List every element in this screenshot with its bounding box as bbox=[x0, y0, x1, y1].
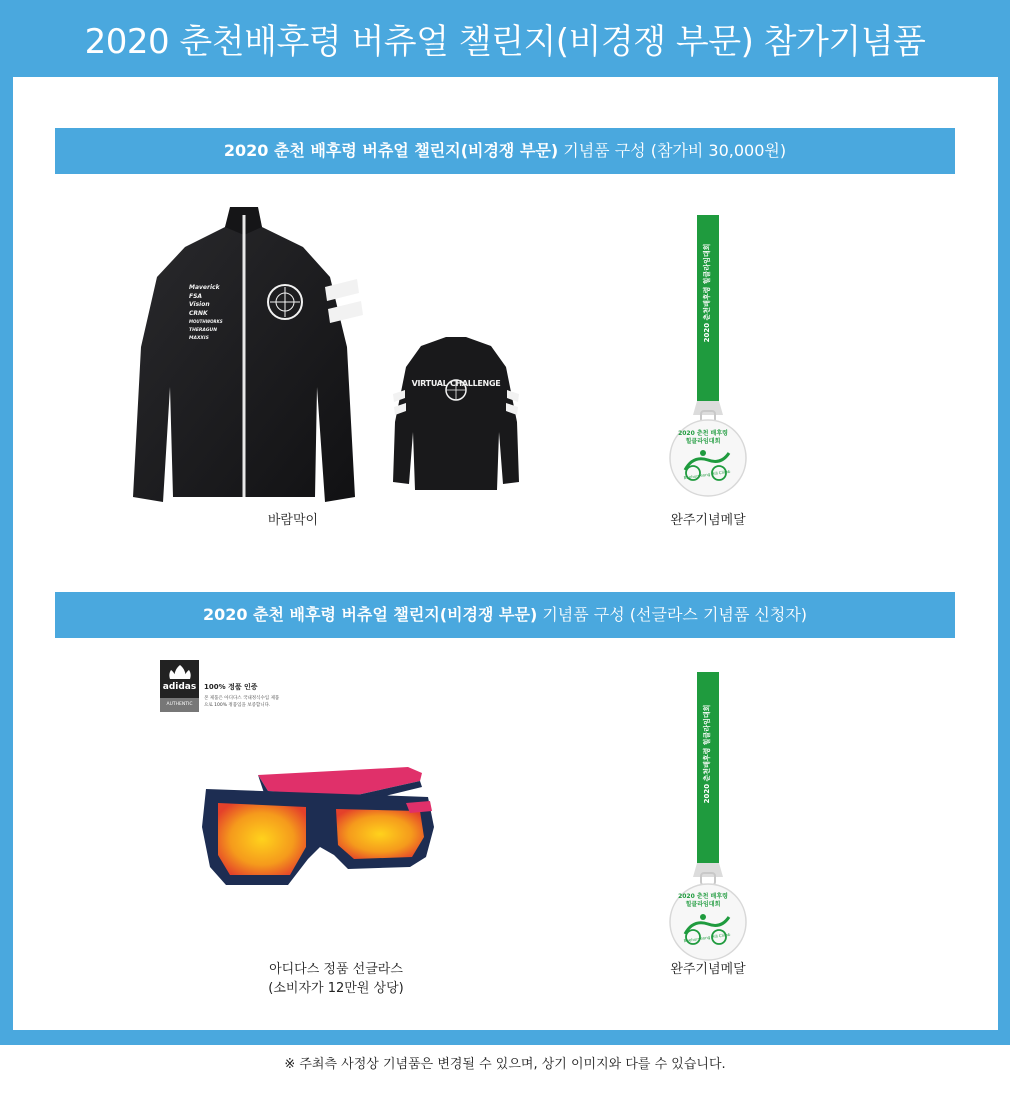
jacket-sponsor-list bbox=[189, 284, 239, 344]
section-2-header bbox=[55, 592, 955, 638]
medal-2-face-line2: 힐클라임대회 bbox=[685, 901, 721, 908]
badge-desc-2: 으로 100% 정품임을 보증합니다. bbox=[204, 703, 271, 708]
footer-note: ※ 주최측 사정상 기념품은 변경될 수 있으며, 상기 이미지와 다를 수 있습니다. bbox=[284, 1057, 726, 1072]
sunglasses-caption-line1: 아디다스 정품 선글라스 bbox=[269, 962, 403, 977]
sponsor-2: FSA bbox=[189, 292, 203, 300]
authenticity-badge bbox=[160, 660, 300, 715]
medal-1-ribbon-text: 2020 춘천배후령 힐클라임대회 bbox=[703, 243, 711, 343]
medal-1-face-line1: 2020 춘천 배후령 bbox=[678, 430, 728, 437]
sponsor-6: THERAGUN bbox=[189, 327, 217, 333]
medal-1-face-line2: 힐클라임대회 bbox=[685, 438, 721, 445]
sunglasses-caption-line2: (소비자가 12만원 상당) bbox=[268, 981, 404, 996]
adidas-wordmark: adidas bbox=[162, 682, 197, 692]
jacket-front-image bbox=[125, 207, 365, 507]
section-1-title-bold: 2020 춘천 배후령 버츄얼 챌린지(비경쟁 부문) bbox=[223, 141, 559, 160]
medal-caption-1: 완주기념메달 bbox=[670, 513, 746, 528]
section-1-header bbox=[55, 128, 955, 174]
adidas-trefoil-icon bbox=[168, 664, 192, 680]
section-2-title-bold: 2020 춘천 배후령 버츄얼 챌린지(비경쟁 부문) bbox=[202, 605, 538, 624]
content-panel bbox=[13, 77, 998, 1030]
adidas-logo-box bbox=[160, 660, 199, 712]
section-1-title-rest: 기념품 구성 (참가비 30,000원) bbox=[558, 141, 787, 160]
section-2-title-rest: 기념품 구성 (선글라스 기념품 신청자) bbox=[537, 605, 808, 624]
sponsor-1: Maverick bbox=[189, 284, 220, 291]
sponsor-5: MOUTHWORKS bbox=[189, 319, 223, 324]
medal-2-ribbon-text: 2020 춘천배후령 힐클라임대회 bbox=[703, 704, 711, 804]
authentic-label: AUTHENTIC bbox=[160, 698, 199, 712]
sponsor-4: CRNK bbox=[189, 309, 208, 317]
sponsor-7: MAXXIS bbox=[189, 336, 209, 341]
sponsor-3: Vision bbox=[189, 301, 210, 308]
jacket-caption: 바람막이 bbox=[267, 513, 319, 528]
medal-caption-2: 완주기념메달 bbox=[670, 962, 746, 977]
badge-desc-1: 본 제품은 아디다스 국내정식수입 제품 bbox=[204, 696, 280, 701]
page-title: 2020 춘천배후령 버츄얼 챌린지(비경쟁 부문) 참가기념품 bbox=[84, 22, 926, 62]
sunglasses-image bbox=[198, 767, 438, 897]
medal-2-face-line1: 2020 춘천 배후령 bbox=[678, 893, 728, 900]
badge-title: 100% 정품 인증 bbox=[204, 683, 258, 691]
jacket-back-image bbox=[391, 332, 521, 494]
jacket-back-text: VIRTUAL CHALLENGE bbox=[411, 379, 501, 388]
medal-1-rim-text: Baehuryeong Hill Climb bbox=[683, 468, 731, 481]
medal-2-rim-text: Baehuryeong Hill Climb bbox=[683, 931, 731, 944]
